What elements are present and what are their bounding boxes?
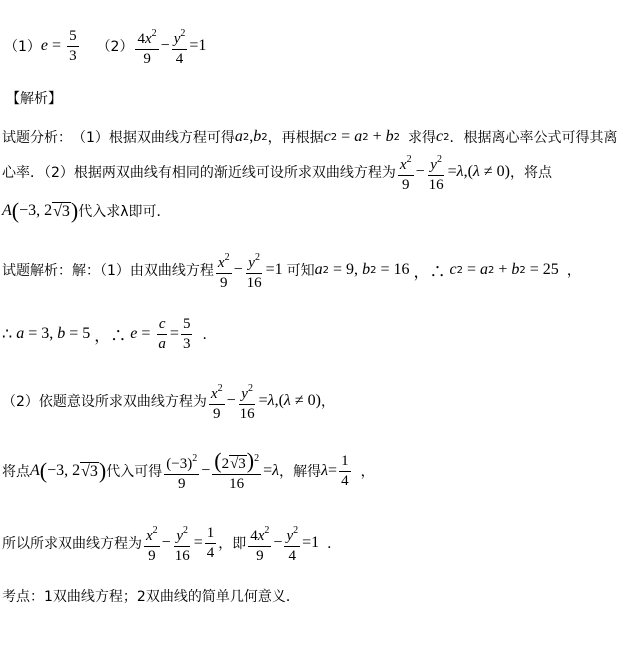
analysis-line-1: 试题分析： （1）根据双曲线方程可得 a 2 , b 2 ，再根据 c 2 = a 2 + b 2 求得 c 2 ．根据离心率公式可得其离 (2, 128, 618, 146)
solution-line-5: 所以所求双曲线方程为 $\frac{x^2}{9}$ − $\frac{y^2}{16}$ = $\frac{1}{4}$ ，即 $\frac{4x^2}{9}$ − $\frac{y^2}{4}$ =1 ． (2, 523, 341, 563)
analysis-heading: 【解析】 (6, 91, 62, 107)
eccentricity-fraction: $\frac{5}{3}$ (69, 27, 77, 64)
answer-part1-label: （1） (4, 39, 41, 55)
solution-line-3: （2）依题意设所求双曲线方程为 $\frac{x^2}{9}$ − $\frac{y^2}{16}$ = λ ,( λ ≠ 0) ， (2, 381, 335, 421)
solution-line-1: 试题解析：解：（1）由双曲线方程 $\frac{x^2}{9}$ − $\frac{y^2}{16}$ =1 可知 a 2 = 9, b 2 = 16 ，∴ c 2 = a 2 + b 2 = 25 ， (2, 250, 581, 290)
answer-line: （1） e = $\frac{5}{3}$ （2） $\frac{4x^2}{9}$ − $\frac{y^2}{4}$ =1 (4, 26, 206, 66)
answer-part2-label: （2） (96, 39, 134, 55)
analysis-line-2: 心率．（2）根据两双曲线有相同的渐近线可设所求双曲线方程为 $\frac{x^2}{9}$ − $\frac{y^2}{16}$ = λ ,( λ ≠ 0) ，将点 (2, 152, 552, 192)
analysis-line-3: A ( −3, 2 √3 ) 代入求λ即可． (2, 198, 171, 223)
key-points: 考点：1双曲线方程；2双曲线的简单几何意义． (2, 589, 300, 605)
solution-line-4: 将点 A ( −3, 2 √3 ) 代入可得 $\frac{(-3)^2}{9}$ − $\frac{(2√3)^2}{16}$ = λ ，解得 λ = $\frac{1}{4}$ ， (2, 447, 375, 492)
solution-line-2: ∴ a = 3, b = 5 ，∴ e = $\frac{c}{a}$ = $\frac{5}{3}$ ． (2, 315, 217, 352)
